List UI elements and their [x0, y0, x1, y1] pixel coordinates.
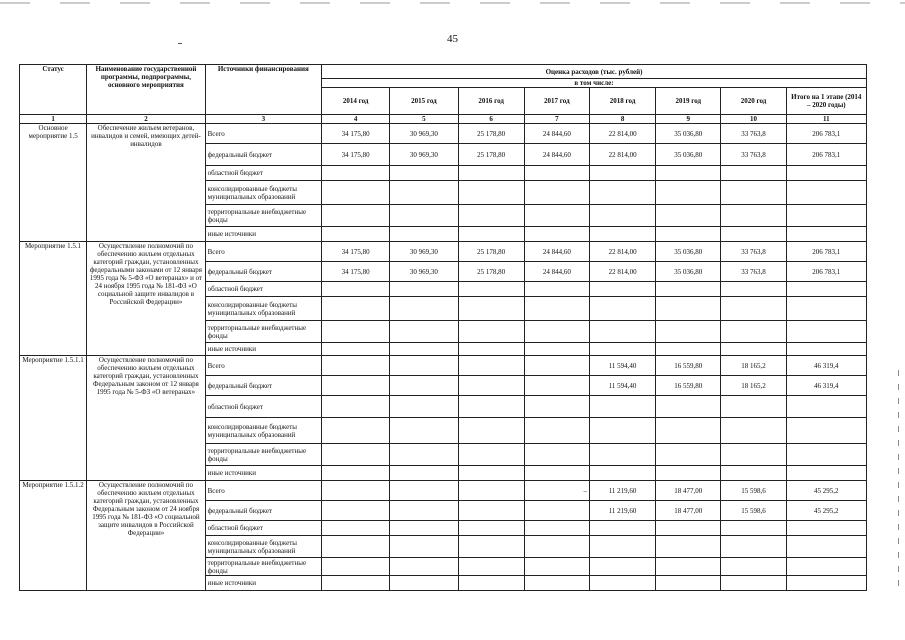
expense-value — [721, 227, 786, 242]
funding-source: федеральный бюджет — [205, 262, 321, 282]
funding-source: областной бюджет — [205, 396, 321, 418]
expense-value — [656, 166, 721, 181]
expense-value — [721, 181, 786, 205]
expense-value — [656, 343, 721, 356]
expense-value — [458, 466, 524, 481]
expense-value — [322, 321, 390, 343]
expense-value — [786, 343, 866, 356]
funding-source: консолидированные бюджеты муниципальных образований — [205, 297, 321, 321]
expense-value — [721, 321, 786, 343]
funding-source: иные источники — [205, 227, 321, 242]
expense-value: 34 175,80 — [322, 242, 390, 262]
column-index: 4 — [322, 115, 390, 124]
expense-value: 22 814,00 — [589, 124, 655, 144]
expense-value: 30 969,30 — [390, 242, 458, 262]
expense-value — [390, 205, 458, 227]
expense-value — [589, 396, 655, 418]
expense-value — [589, 444, 655, 466]
expense-value — [524, 227, 589, 242]
expense-value: 30 969,30 — [390, 144, 458, 166]
expense-value — [524, 466, 589, 481]
funding-source: Всего — [205, 481, 321, 501]
funding-source: Всего — [205, 242, 321, 262]
expense-value — [589, 521, 655, 536]
expense-value — [458, 227, 524, 242]
expense-value: 33 763,8 — [721, 262, 786, 282]
funding-source: областной бюджет — [205, 521, 321, 536]
expense-value — [458, 297, 524, 321]
expense-value — [390, 356, 458, 376]
table-row — [20, 356, 867, 376]
expense-value — [458, 181, 524, 205]
expense-value — [589, 536, 655, 558]
header-year: 2018 год — [589, 88, 655, 115]
expense-value — [524, 576, 589, 591]
expense-value: – — [524, 481, 589, 501]
expense-value — [458, 501, 524, 521]
expense-value — [390, 282, 458, 297]
expense-value — [656, 536, 721, 558]
expense-value — [656, 444, 721, 466]
expense-value — [458, 166, 524, 181]
expense-value — [390, 521, 458, 536]
expense-value — [390, 376, 458, 396]
expense-value: 22 814,00 — [589, 262, 655, 282]
table-row — [20, 124, 867, 144]
expense-value: 11 219,60 — [589, 501, 655, 521]
table-row — [20, 481, 867, 501]
expense-value — [721, 297, 786, 321]
expense-value — [589, 166, 655, 181]
expense-value — [322, 166, 390, 181]
expense-value — [322, 536, 390, 558]
expense-value: 24 844,60 — [524, 262, 589, 282]
funding-source: федеральный бюджет — [205, 501, 321, 521]
column-index: 10 — [721, 115, 786, 124]
expense-value — [589, 576, 655, 591]
column-index: 11 — [786, 115, 866, 124]
column-index: 3 — [205, 115, 321, 124]
expense-value — [656, 521, 721, 536]
expense-value: 18 165,2 — [721, 376, 786, 396]
expense-value — [524, 297, 589, 321]
header-year: 2016 год — [458, 88, 524, 115]
expense-value: 34 175,80 — [322, 262, 390, 282]
expense-value — [589, 227, 655, 242]
scan-edge-artifact — [0, 2, 905, 4]
block-status: Мероприятие 1.5.1 — [20, 242, 87, 356]
page-number: 45 — [447, 33, 458, 45]
expense-value: 15 598,6 — [721, 481, 786, 501]
expense-value: 33 763,8 — [721, 124, 786, 144]
expense-value — [786, 466, 866, 481]
expense-value: 35 036,80 — [656, 144, 721, 166]
expense-value — [322, 444, 390, 466]
expense-value: 206 783,1 — [786, 262, 866, 282]
expense-value: 33 763,8 — [721, 242, 786, 262]
column-index: 6 — [458, 115, 524, 124]
header-year: 2015 год — [390, 88, 458, 115]
expense-value: 35 036,80 — [656, 262, 721, 282]
expense-value — [458, 444, 524, 466]
expense-value — [322, 501, 390, 521]
expense-value — [322, 558, 390, 576]
expense-value — [322, 466, 390, 481]
header-year: 2020 год — [721, 88, 786, 115]
expense-value — [721, 396, 786, 418]
expense-value — [458, 343, 524, 356]
expense-value: 22 814,00 — [589, 144, 655, 166]
funding-source: федеральный бюджет — [205, 144, 321, 166]
expense-value: 18 165,2 — [721, 356, 786, 376]
expense-value — [524, 501, 589, 521]
expense-value: 11 219,60 — [589, 481, 655, 501]
expense-value — [589, 297, 655, 321]
expense-value — [390, 558, 458, 576]
expense-value — [721, 205, 786, 227]
column-index: 1 — [20, 115, 87, 124]
expense-value: 24 844,60 — [524, 144, 589, 166]
expense-value — [721, 558, 786, 576]
expense-value — [721, 466, 786, 481]
block-name: Осуществление полномочий по обеспечению жильем отдельных категорий граждан, установленных Федеральным законом от 12 января 1995 года № 5-ФЗ «О ветеранах» — [87, 356, 205, 481]
expense-value — [721, 418, 786, 444]
expense-value — [524, 558, 589, 576]
expense-value — [524, 418, 589, 444]
expense-value: 25 178,80 — [458, 124, 524, 144]
expense-value: 24 844,60 — [524, 242, 589, 262]
expense-value — [786, 536, 866, 558]
expense-value — [322, 227, 390, 242]
expense-value — [656, 181, 721, 205]
expense-value: 22 814,00 — [589, 242, 655, 262]
expense-value — [458, 521, 524, 536]
expense-value — [524, 282, 589, 297]
expense-value: 46 319,4 — [786, 376, 866, 396]
expense-value: 11 594,40 — [589, 356, 655, 376]
expense-value — [524, 205, 589, 227]
expense-value: 25 178,80 — [458, 242, 524, 262]
expense-value — [589, 558, 655, 576]
expense-value: 24 844,60 — [524, 124, 589, 144]
expense-value — [721, 536, 786, 558]
expense-value: 33 763,8 — [721, 144, 786, 166]
column-index: 9 — [656, 115, 721, 124]
expense-value — [786, 181, 866, 205]
expense-value — [721, 444, 786, 466]
expense-value: 34 175,80 — [322, 144, 390, 166]
expense-value: 34 175,80 — [322, 124, 390, 144]
expense-value — [589, 418, 655, 444]
expense-value — [390, 481, 458, 501]
header-expenses: Оценка расходов (тыс. рублей) — [322, 65, 867, 79]
expense-value: 16 559,80 — [656, 356, 721, 376]
expense-value — [390, 321, 458, 343]
column-index: 7 — [524, 115, 589, 124]
funding-source: консолидированные бюджеты муниципальных образований — [205, 536, 321, 558]
funding-source: иные источники — [205, 466, 321, 481]
expense-value — [589, 181, 655, 205]
expense-value — [786, 282, 866, 297]
funding-source: территориальные внебюджетные фонды — [205, 321, 321, 343]
funding-source: консолидированные бюджеты муниципальных образований — [205, 418, 321, 444]
scan-mark — [178, 43, 182, 44]
expense-value — [656, 396, 721, 418]
header-status: Статус — [20, 65, 87, 115]
expense-value — [322, 376, 390, 396]
expense-value — [524, 356, 589, 376]
expense-value — [656, 227, 721, 242]
expense-value — [656, 558, 721, 576]
expense-value — [656, 466, 721, 481]
expense-value — [656, 321, 721, 343]
expense-value — [589, 321, 655, 343]
expense-value — [390, 536, 458, 558]
expense-value — [322, 181, 390, 205]
expense-value: 30 969,30 — [390, 262, 458, 282]
expense-value — [390, 418, 458, 444]
expense-value: 35 036,80 — [656, 242, 721, 262]
expense-value — [786, 227, 866, 242]
expense-value — [322, 396, 390, 418]
expense-value — [322, 282, 390, 297]
expense-value — [786, 418, 866, 444]
expense-value: 25 178,80 — [458, 262, 524, 282]
expense-value — [322, 418, 390, 444]
expense-value — [458, 282, 524, 297]
header-year: Итого на 1 этапе (2014 – 2020 годы) — [786, 88, 866, 115]
expense-value — [322, 343, 390, 356]
expense-value — [656, 205, 721, 227]
expense-value — [458, 576, 524, 591]
expense-value — [589, 466, 655, 481]
block-status: Мероприятие 1.5.1.2 — [20, 481, 87, 591]
expense-value — [524, 321, 589, 343]
header-year: 2019 год — [656, 88, 721, 115]
expense-value — [524, 396, 589, 418]
expense-value: 35 036,80 — [656, 124, 721, 144]
expense-value — [390, 576, 458, 591]
expense-value: 45 295,2 — [786, 481, 866, 501]
expense-value — [786, 166, 866, 181]
funding-source: областной бюджет — [205, 166, 321, 181]
expense-value — [786, 396, 866, 418]
expense-value — [322, 297, 390, 321]
table-row — [20, 242, 867, 262]
block-name: Осуществление полномочий по обеспечению жильем отдельных категорий граждан, установленных Федеральным законом от 24 ноября 1995 года № 181-ФЗ «О социальной защите инвалидов в Российской Федерации» — [87, 481, 205, 591]
block-name: Осуществление полномочий по обеспечению жильем отдельных категорий граждан, установленных федеральными законами от 12 января 1995 года № 5-ФЗ «О ветеранах» и от 24 ноября 1995 года № 181-ФЗ «О социальной защите инвалидов в Российской Федерации» — [87, 242, 205, 356]
expense-value — [390, 181, 458, 205]
expense-value — [458, 396, 524, 418]
funding-source: иные источники — [205, 576, 321, 591]
expense-value — [390, 501, 458, 521]
block-status: Мероприятие 1.5.1.1 — [20, 356, 87, 481]
funding-source: областной бюджет — [205, 282, 321, 297]
expense-value: 46 319,4 — [786, 356, 866, 376]
table-header — [20, 65, 867, 124]
expense-value: 18 477,00 — [656, 481, 721, 501]
table-body — [20, 124, 867, 591]
column-index: 8 — [589, 115, 655, 124]
expense-value — [786, 297, 866, 321]
expense-value — [721, 576, 786, 591]
expense-value — [390, 466, 458, 481]
block-status: Основное мероприятие 1.5 — [20, 124, 87, 242]
header-program-name: Наименование государственной программы, подпрограммы, основного мероприятия — [87, 65, 205, 115]
header-year: 2017 год — [524, 88, 589, 115]
expense-value — [589, 205, 655, 227]
funding-source: консолидированные бюджеты муниципальных образований — [205, 181, 321, 205]
expense-value — [786, 521, 866, 536]
header-year: 2014 год — [322, 88, 390, 115]
header-sources: Источники финансирования — [205, 65, 321, 115]
expense-value — [458, 481, 524, 501]
funding-source: Всего — [205, 124, 321, 144]
expense-value: 15 598,6 — [721, 501, 786, 521]
expense-value: 206 783,1 — [786, 242, 866, 262]
funding-source: иные источники — [205, 343, 321, 356]
expense-value — [458, 536, 524, 558]
expenses-table — [19, 64, 867, 591]
expense-value — [786, 576, 866, 591]
expense-value — [524, 376, 589, 396]
expense-value — [390, 297, 458, 321]
expense-value — [322, 576, 390, 591]
expense-value — [786, 558, 866, 576]
expense-value: 45 295,2 — [786, 501, 866, 521]
expense-value: 16 559,80 — [656, 376, 721, 396]
expense-value — [786, 321, 866, 343]
expense-value — [458, 321, 524, 343]
expense-value — [656, 297, 721, 321]
scan-side-artifact — [898, 370, 899, 590]
expense-value — [524, 166, 589, 181]
expense-value — [524, 536, 589, 558]
expense-value: 206 783,1 — [786, 144, 866, 166]
expense-value — [458, 376, 524, 396]
expense-value — [721, 521, 786, 536]
expense-value — [786, 205, 866, 227]
expense-value: 18 477,00 — [656, 501, 721, 521]
expense-value — [656, 282, 721, 297]
expense-value — [458, 356, 524, 376]
expense-value — [786, 444, 866, 466]
expense-value — [390, 396, 458, 418]
expense-value — [721, 166, 786, 181]
funding-source: территориальные внебюджетные фонды — [205, 558, 321, 576]
expense-value — [322, 356, 390, 376]
expense-value — [390, 444, 458, 466]
expense-value — [524, 521, 589, 536]
funding-source: территориальные внебюджетные фонды — [205, 205, 321, 227]
expense-value — [524, 181, 589, 205]
expense-value — [322, 481, 390, 501]
expense-value — [721, 282, 786, 297]
block-name: Обеспечение жильем ветеранов, инвалидов и семей, имеющих детей-инвалидов — [87, 124, 205, 242]
expense-value — [390, 166, 458, 181]
expense-value — [390, 343, 458, 356]
expense-value — [322, 521, 390, 536]
expense-value — [524, 343, 589, 356]
expense-value — [524, 444, 589, 466]
column-index: 5 — [390, 115, 458, 124]
funding-source: федеральный бюджет — [205, 376, 321, 396]
funding-source: Всего — [205, 356, 321, 376]
expense-value: 30 969,30 — [390, 124, 458, 144]
column-index: 2 — [87, 115, 205, 124]
expense-value — [721, 343, 786, 356]
header-including: в том числе: — [322, 79, 867, 88]
expense-value — [458, 558, 524, 576]
expense-value: 11 594,40 — [589, 376, 655, 396]
expense-value: 206 783,1 — [786, 124, 866, 144]
funding-source: территориальные внебюджетные фонды — [205, 444, 321, 466]
expense-value — [656, 576, 721, 591]
expense-value — [589, 282, 655, 297]
expense-value — [656, 418, 721, 444]
expense-value — [589, 343, 655, 356]
expense-value: 25 178,80 — [458, 144, 524, 166]
expense-value — [390, 227, 458, 242]
expense-value — [458, 418, 524, 444]
expense-value — [458, 205, 524, 227]
expense-value — [322, 205, 390, 227]
